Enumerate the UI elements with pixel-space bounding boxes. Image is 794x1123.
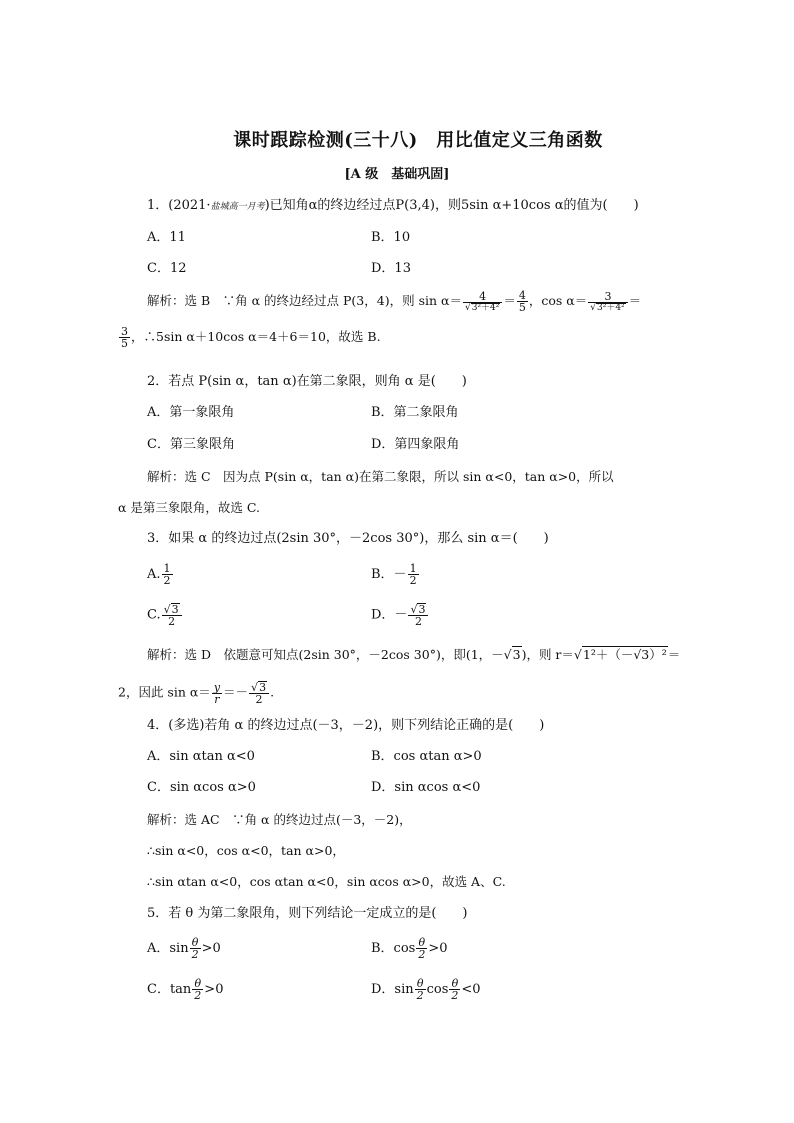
q2-option-c: C．第三象限角 (147, 437, 235, 452)
q1-option-b: B．10 (371, 230, 411, 245)
question-5-stem: 5．若 θ 为第二象限角，则下列结论一定成立的是( ) (147, 906, 468, 921)
question-1-stem: 1．(2021·盐城高一月考)已知角α的终边经过点P(3,4)，则5sin α+10cos α的值为( ) (147, 198, 639, 213)
q3-option-a: A. $\frac{1}{2}$ (147, 562, 171, 587)
q1-option-d: D．13 (371, 261, 411, 276)
q4-option-a: A．sin αtan α<0 (147, 749, 255, 764)
q1-option-a: A．11 (147, 230, 186, 245)
fraction: $\frac{\theta}{2}$ (451, 977, 459, 1002)
question-3-stem: 3．如果 α 的终边过点(2sin 30°，－2cos 30°)，那么 sin α＝( ) (147, 531, 549, 546)
fraction: $\frac{1}{2}$ (409, 562, 417, 587)
q3-solution-line2: 2，因此 sin α＝ $\frac{y}{r}$ ＝－ $\frac{√3}{2}$ . (118, 680, 275, 706)
fraction: $\frac{4}{\text{√3²＋4²}}$ (463, 291, 502, 313)
q3-option-d: D．－ $\frac{√3}{2}$ (371, 603, 429, 627)
fraction: $\frac{\theta}{2}$ (416, 977, 424, 1002)
q3-option-c: C. $\frac{√3}{2}$ (147, 603, 183, 627)
question-4-stem: 4．(多选)若角 α 的终边过点(－3，－2)，则下列结论正确的是( ) (147, 718, 545, 733)
q1-solution-line1: 解析：选 B ∵角 α 的终边经过点 P(3，4)，则 sin α＝ $\frac{4}{\text{√3²＋4²}}$ ＝ $\frac{4}{5}$ ，cos α＝ $\frac{3}{\text{√3²＋4²}}$ ＝ (147, 289, 642, 314)
question-2-stem: 2．若点 P(sin α，tan α)在第二象限，则角 α 是( ) (147, 374, 467, 389)
fraction: $\frac{3}{\text{√3²＋4²}}$ (588, 291, 627, 313)
fraction: $\frac{y}{r}$ (213, 680, 221, 706)
fraction: $\frac{\theta}{2}$ (191, 936, 199, 961)
q2-option-d: D．第四象限角 (371, 437, 460, 452)
q5-option-c: C．tan $\frac{\theta}{2}$ >0 (147, 977, 224, 1002)
q4-option-d: D．sin αcos α<0 (371, 780, 481, 795)
fraction: $\frac{\theta}{2}$ (194, 977, 202, 1002)
q4-option-b: B．cos αtan α>0 (371, 749, 482, 764)
q2-option-a: A．第一象限角 (147, 405, 235, 420)
q4-solution-line3: ∴sin αtan α<0，cos αtan α<0，sin αcos α>0，故选 A、C. (147, 874, 506, 889)
q2-solution-line2: α 是第三象限角，故选 C. (118, 500, 260, 515)
fraction: $\frac{√3}{2}$ (408, 603, 428, 627)
q3-solution-line1: 解析：选 D 依题意可知点(2sin 30°，－2cos 30°)，即(1，－√3)，则 r＝√1²＋（－√3）²＝ (147, 647, 681, 662)
q4-solution-line1: 解析：选 AC ∵角 α 的终边过点(－3，－2)， (147, 812, 412, 827)
q3-option-b: B．－ $\frac{1}{2}$ (371, 562, 417, 587)
q2-option-b: B．第二象限角 (371, 405, 459, 420)
q2-solution-line1: 解析：选 C 因为点 P(sin α，tan α)在第二象限，所以 sin α<0，tan α>0，所以 (147, 469, 614, 484)
q5-option-d: D．sin $\frac{\theta}{2}$ cos $\frac{\theta}{2}$ <0 (371, 977, 481, 1002)
q5-option-b: B．cos $\frac{\theta}{2}$ >0 (371, 936, 448, 961)
section-heading: [A 级 基础巩固] (344, 167, 450, 182)
fraction: $\frac{1}{2}$ (163, 562, 171, 587)
fraction: $\frac{√3}{2}$ (162, 603, 182, 627)
page-title: 课时跟踪检测(三十八) 用比值定义三角函数 (233, 130, 603, 151)
q4-option-c: C．sin αcos α>0 (147, 780, 256, 795)
q5-option-a: A．sin $\frac{\theta}{2}$ >0 (147, 936, 221, 961)
fraction: $\frac{√3}{2}$ (249, 681, 269, 705)
fraction: $\frac{3}{5}$ (121, 325, 128, 350)
fraction: $\frac{\theta}{2}$ (418, 936, 426, 961)
q4-solution-line2: ∴sin α<0，cos α<0，tan α>0， (147, 843, 345, 858)
question-1-source: 盐城高一月考 (210, 202, 265, 212)
q1-solution-line2: $\frac{3}{5}$ ，∴5sin α＋10cos α＝4＋6＝10，故选 B. (121, 325, 381, 350)
q1-option-c: C．12 (147, 261, 187, 276)
fraction: $\frac{4}{5}$ (518, 289, 526, 314)
